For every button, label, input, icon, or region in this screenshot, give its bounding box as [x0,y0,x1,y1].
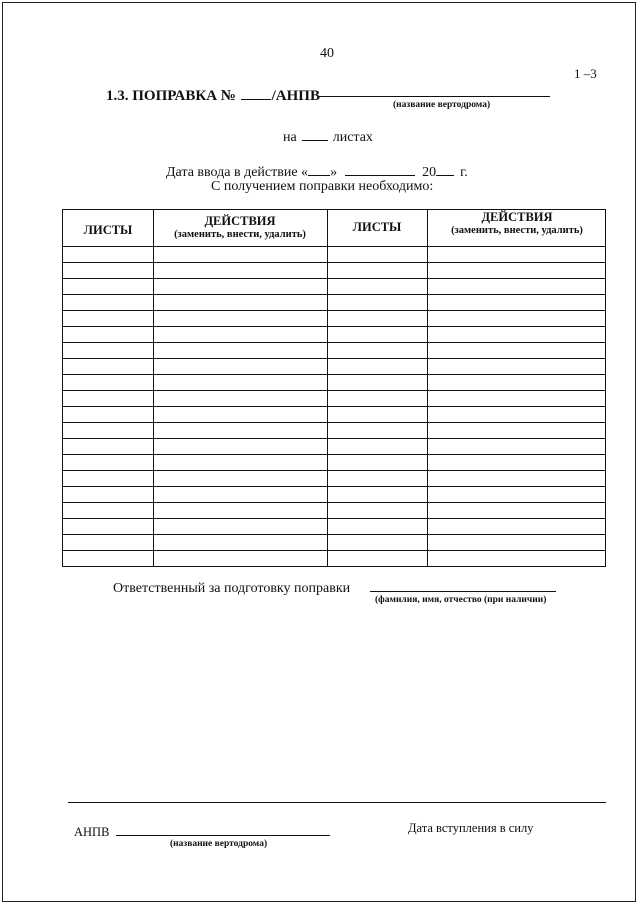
year-blank[interactable] [436,163,454,176]
table-row-line [63,454,605,455]
table-row-line [63,470,605,471]
sheets-count-line [283,128,373,146]
header-actions-1 [153,215,327,241]
header-actions-2-sub: (заменить, внести, удалить) [451,225,583,236]
sheets-before: на [283,130,297,145]
table-row-line [63,406,605,407]
responsible-caption: (фамилия, имя, отчество (при наличии) [375,595,547,605]
page-code: 1 –3 [574,66,597,81]
table-row-line [63,310,605,311]
needed-line: С получением поправки необходимо: [211,179,434,194]
sheets-count-blank[interactable] [302,128,328,141]
table-row-line [63,342,605,343]
table-row-line [63,374,605,375]
header-sheets-1-title: ЛИСТЫ [83,223,133,237]
table-row-line [63,390,605,391]
table-row-line [63,294,605,295]
footer-divider [68,802,606,803]
footer-heliport-caption: (название вертодрома) [170,839,268,849]
responsible-name-blank[interactable] [370,591,556,592]
page-number: 40 [320,46,334,61]
table-row-line [63,358,605,359]
table-row-line [63,278,605,279]
table-row-line [63,438,605,439]
heliport-name-caption: (название вертодрома) [393,100,491,110]
table-row-line [63,262,605,263]
amendment-actions-table [62,209,606,567]
month-blank[interactable] [345,163,415,176]
footer-effective-date-label: Дата вступления в силу [408,821,534,835]
date-prefix: Дата ввода в действие « [166,165,309,180]
responsible-label: Ответственный за подготовку поправки [113,581,351,596]
heliport-name-blank[interactable] [318,96,550,97]
heading-suffix: /АНПВ [271,88,320,104]
date-mid: » [330,165,338,180]
date-suffix: г. [460,165,468,180]
header-actions-2 [427,211,607,237]
header-sheets-1 [63,224,153,237]
footer-heliport-blank[interactable] [116,835,330,836]
day-blank[interactable] [308,163,330,176]
table-row-line [63,502,605,503]
header-actions-2-title: ДЕЙСТВИЯ [481,210,553,224]
header-actions-1-sub: (заменить, внести, удалить) [174,229,306,240]
table-row-line [63,486,605,487]
table-row-line [63,534,605,535]
header-sheets-2 [327,221,427,234]
column-divider [327,210,328,566]
table-row-line [63,326,605,327]
table-row-line [63,550,605,551]
heading-prefix: 1.3. ПОПРАВКА № [106,88,236,104]
date-year-prefix: 20 [422,165,437,180]
table-row-line [63,422,605,423]
footer-anpv-label: АНПВ [74,825,110,839]
sheets-after: листах [332,130,373,145]
table-row-line [63,246,605,247]
amendment-number-blank[interactable] [241,87,271,100]
column-divider [153,210,154,566]
header-actions-1-title: ДЕЙСТВИЯ [204,214,276,228]
column-divider [427,210,428,566]
table-row-line [63,518,605,519]
amendment-heading [106,87,320,105]
header-sheets-2-title: ЛИСТЫ [352,220,402,234]
